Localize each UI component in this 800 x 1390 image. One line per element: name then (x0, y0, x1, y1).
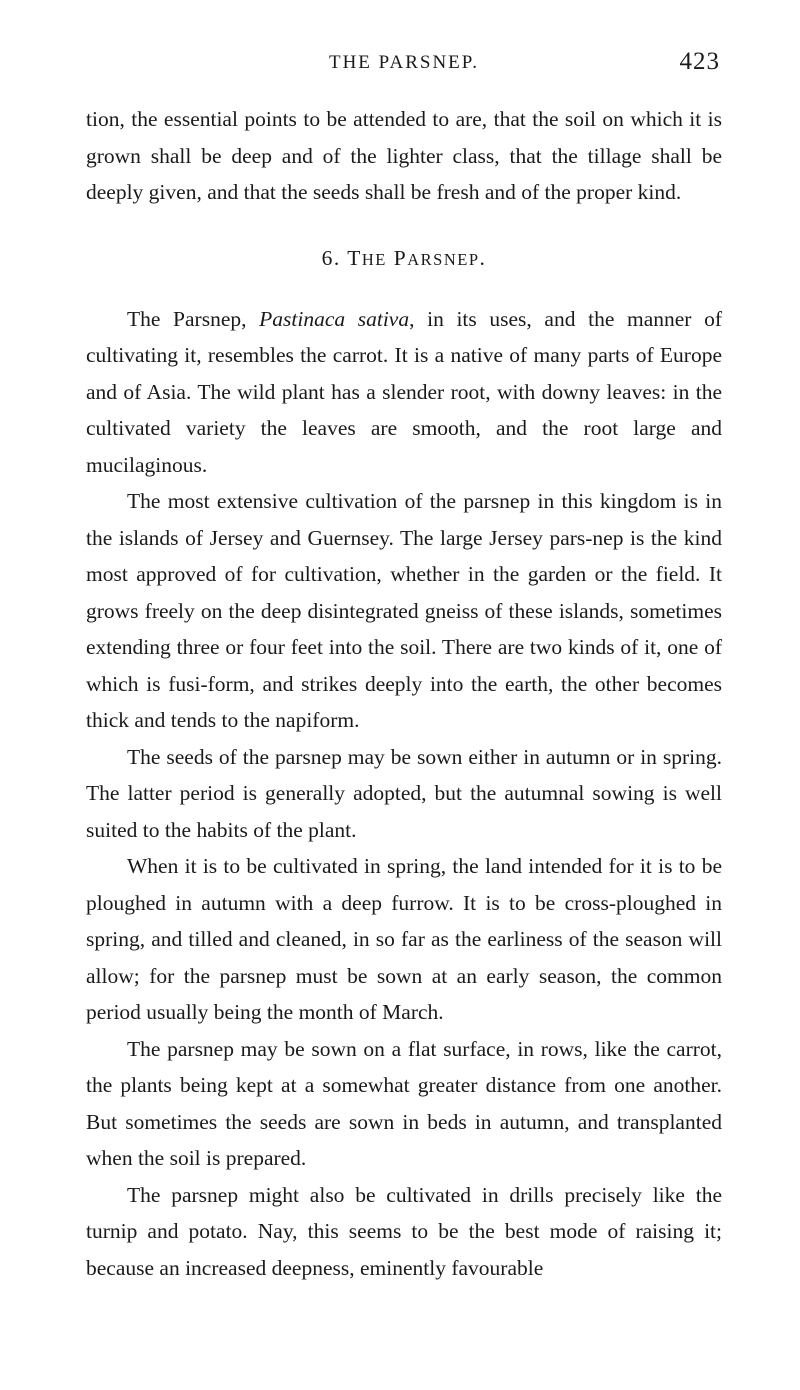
page-header (88, 50, 720, 84)
section-number: 6. (321, 245, 341, 270)
paragraph-cultivation-regions: The most extensive cultivation of the parsnep in this kingdom is in the islands of Jersey and Guernsey. The large Jersey pars-nep is the kind most approved of for cultivation, whether in the garden or the field. It grows freely on the deep disintegrated gneiss of these islands, sometimes extending three or four feet into the soil. There are two kinds of it, one of which is fusi-form, and strikes deeply into the earth, the other becomes thick and tends to the napiform. (86, 489, 722, 732)
running-title: THE PARSNEP. (328, 52, 479, 73)
paragraph-drills: The parsnep might also be cultivated in drills precisely like the turnip and potato. Nay, this seems to be the best mode of raising it; because an increased deepness, eminently favourable (86, 1182, 722, 1280)
section-title: THE PARSNEP. (347, 245, 487, 270)
paragraph-text: , in its uses, and the manner of cultivating it, resembles the carrot. It is a native of many parts of Europe and of Asia. The wild plant has a slender root, with downy leaves: in the cultivated variety the leaves are smooth, and the root large and mucilaginous. (86, 306, 722, 477)
page-number: 423 (679, 48, 720, 75)
body-text (86, 101, 722, 1286)
section-heading (86, 240, 722, 278)
paragraph-introduction (86, 301, 722, 484)
scientific-name: Pastinaca sativa (259, 306, 410, 331)
paragraph-spring-cultivation: When it is to be cultivated in spring, the land intended for it is to be ploughed in autumn with a deep furrow. It is to be cross-ploughed in spring, and tilled and cleaned, in so far as the earliness of the season will allow; for the parsnep must be sown at an early season, the common period usually being the month of March. (86, 854, 722, 1024)
paragraph-continued: tion, the essential points to be attended to are, that the soil on which it is grown shall be deep and of the lighter class, that the tillage shall be deeply given, and that the seeds shall be fresh and of the proper kind. (86, 107, 722, 204)
paragraph-text: The Parsnep, (127, 306, 260, 331)
paragraph-sowing-season: The seeds of the parsnep may be sown either in autumn or in spring. The latter period is generally adopted, but the autumnal sowing is well suited to the habits of the plant. (86, 744, 722, 842)
paragraph-flat-surface: The parsnep may be sown on a flat surface, in rows, like the carrot, the plants being kept at a somewhat greater distance from one another. But sometimes the seeds are sown in beds in autumn, and transplanted when the soil is prepared. (86, 1036, 722, 1170)
